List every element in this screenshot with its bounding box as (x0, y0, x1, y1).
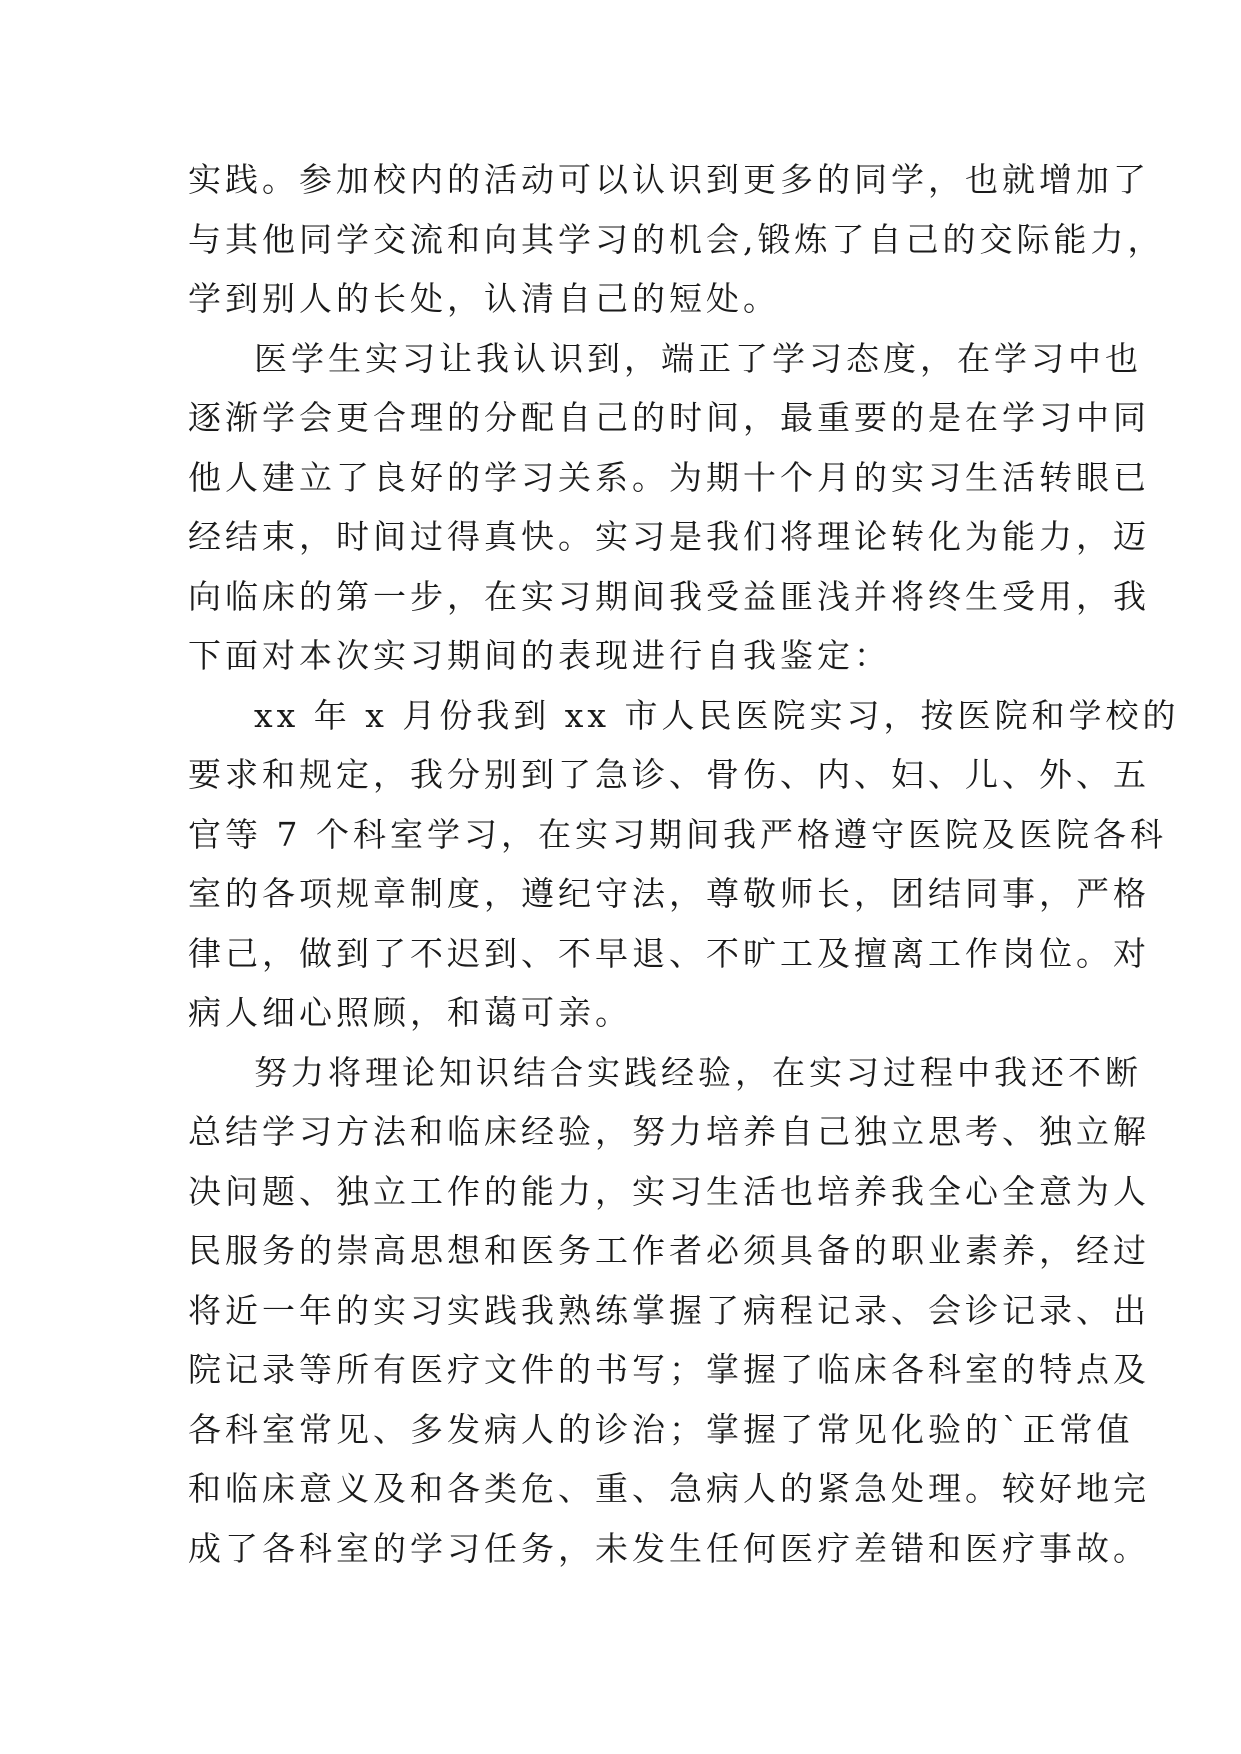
text-line: 官等 7 个科室学习，在实习期间我严格遵守医院及医院各科 (188, 814, 1167, 854)
text-line: 病人细心照顾，和蔼可亲。 (188, 993, 632, 1032)
text-line: 他人建立了良好的学习关系。为期十个月的实习生活转眼已 (188, 457, 1150, 497)
text-line: 决问题、独立工作的能力，实习生活也培养我全心全意为人 (188, 1171, 1150, 1211)
paragraph-start-line: xx 年 x 月份我到 xx 市人民医院实习，按医院和学校的 (254, 695, 1180, 735)
text-line: 成了各科室的学习任务，未发生任何医疗差错和医疗事故。 (188, 1528, 1150, 1568)
text-line: 各科室常见、多发病人的诊治；掌握了常见化验的`正常值 (188, 1409, 1134, 1449)
text-line: 与其他同学交流和向其学习的机会,锻炼了自己的交际能力， (188, 219, 1165, 259)
text-line: 学到别人的长处，认清自己的短处。 (188, 279, 780, 318)
text-line: 和临床意义及和各类危、重、急病人的紧急处理。较好地完 (188, 1469, 1150, 1508)
paragraph-start-line: 努力将理论知识结合实践经验，在实习过程中我还不断 (254, 1052, 1142, 1092)
text-line: 民服务的崇高思想和医务工作者必须具备的职业素养，经过 (188, 1231, 1150, 1270)
text-line: 律己，做到了不迟到、不早退、不旷工及擅离工作岗位。对 (188, 933, 1150, 973)
text-line: 经结束，时间过得真快。实习是我们将理论转化为能力，迈 (188, 517, 1150, 556)
text-line: 总结学习方法和临床经验，努力培养自己独立思考、独立解 (188, 1112, 1150, 1151)
text-line: 室的各项规章制度，遵纪守法，尊敬师长，团结同事，严格 (188, 874, 1150, 913)
body-text (188, 150, 1180, 1578)
text-line: 将近一年的实习实践我熟练掌握了病程记录、会诊记录、出 (188, 1290, 1150, 1330)
text-line: 实践。参加校内的活动可以认识到更多的同学，也就增加了 (188, 160, 1150, 199)
text-line: 要求和规定，我分别到了急诊、骨伤、内、妇、儿、外、五 (188, 755, 1150, 794)
paragraph-start-line: 医学生实习让我认识到，端正了学习态度，在学习中也 (254, 338, 1142, 378)
text-line: 院记录等所有医疗文件的书写；掌握了临床各科室的特点及 (188, 1350, 1150, 1389)
text-line: 下面对本次实习期间的表现进行自我鉴定： (188, 636, 891, 675)
text-line: 逐渐学会更合理的分配自己的时间，最重要的是在学习中同 (188, 398, 1150, 437)
text-line: 向临床的第一步，在实习期间我受益匪浅并将终生受用，我 (188, 576, 1150, 616)
